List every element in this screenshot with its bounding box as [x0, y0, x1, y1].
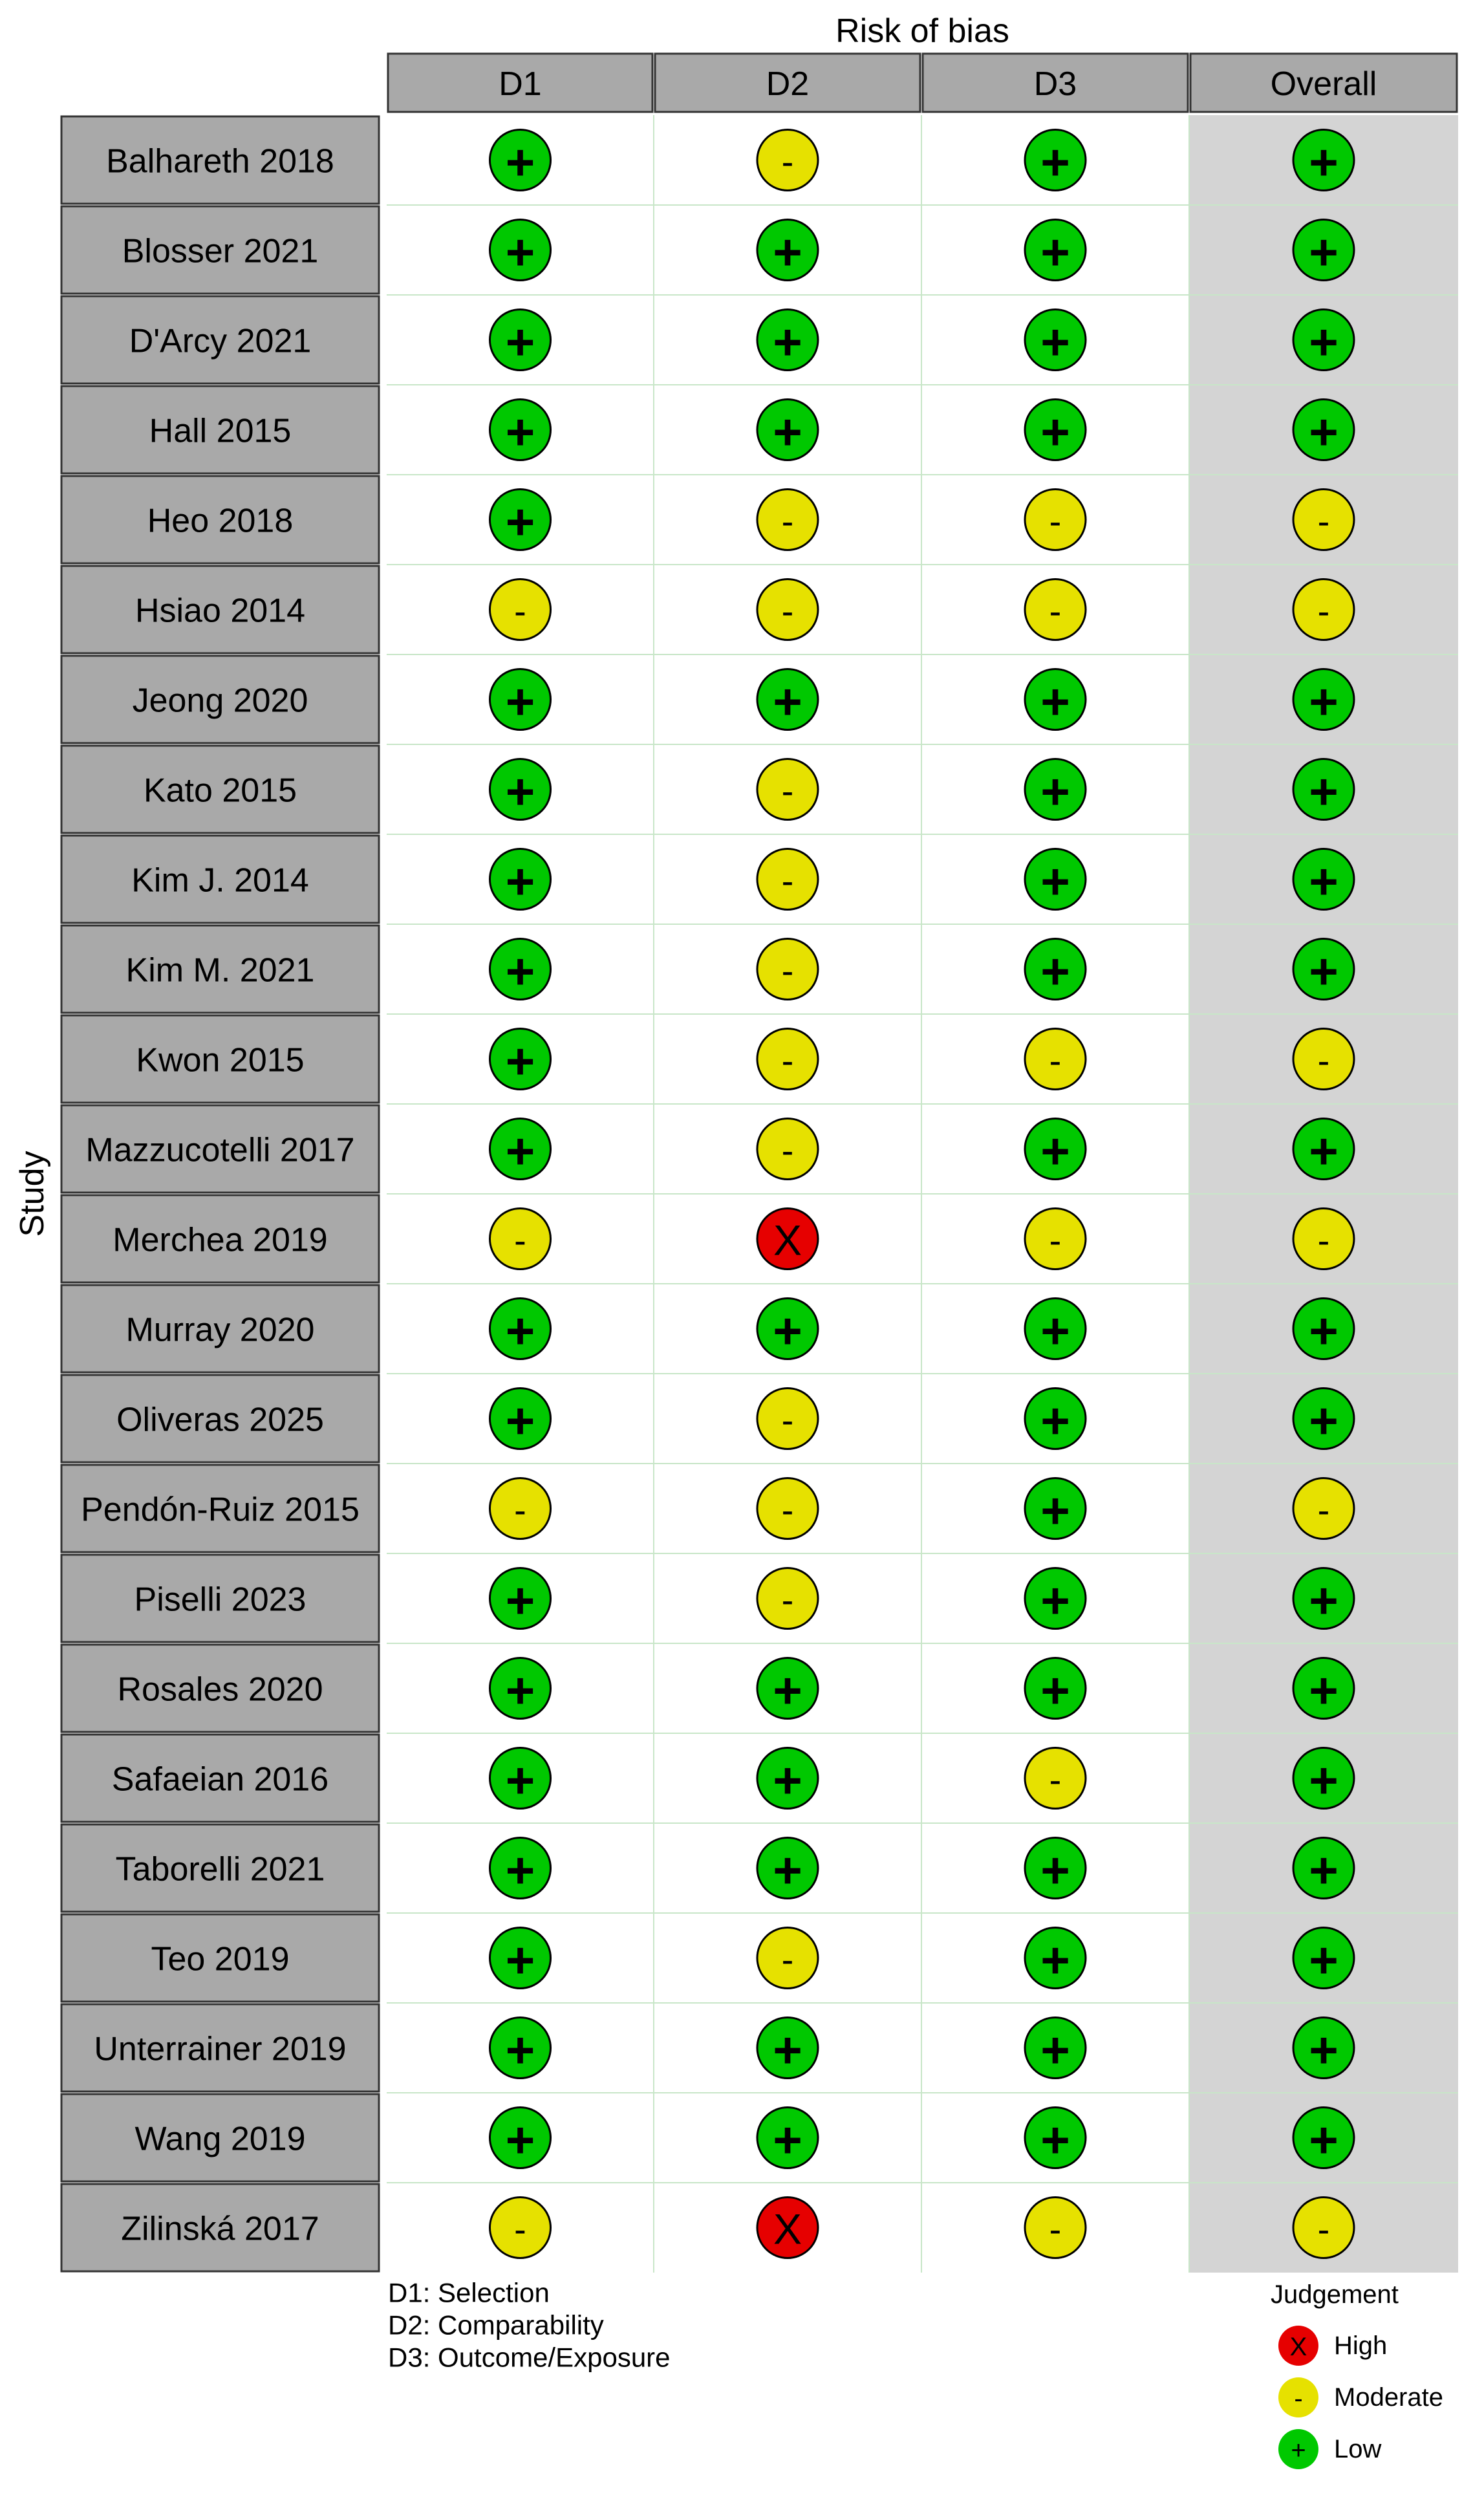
judgement-symbol: + [1309, 673, 1339, 730]
judgement-point-high [757, 1209, 818, 1270]
judgement-symbol: - [514, 1489, 526, 1530]
judgement-point-low [757, 1838, 818, 1899]
judgement-point-moderate [1293, 2198, 1354, 2258]
column-header-overall: Overall [1270, 65, 1377, 103]
judgement-symbol: + [505, 1661, 535, 1719]
judgement-symbol: + [1309, 942, 1339, 1000]
judgement-point-moderate [1293, 490, 1354, 550]
judgement-symbol: - [781, 590, 794, 631]
judgement-point-low [1293, 400, 1354, 460]
study-label: Oliveras 2025 [116, 1401, 324, 1439]
judgement-point-low [490, 2018, 551, 2079]
legend-symbol: + [1291, 2436, 1306, 2465]
legend-item-high [1278, 2326, 1387, 2366]
judgement-point-low [1025, 1299, 1086, 1359]
judgement-symbol: - [781, 950, 794, 991]
judgement-point-moderate [757, 490, 818, 550]
judgement-symbol: + [1040, 1392, 1070, 1449]
judgement-symbol: + [1040, 1302, 1070, 1359]
column-header-d3: D3 [1033, 65, 1077, 103]
judgement-symbol: + [773, 403, 802, 460]
judgement-point-moderate [757, 1119, 818, 1180]
judgement-symbol: X [773, 1216, 802, 1264]
judgement-symbol: - [1049, 1220, 1062, 1260]
judgement-point-moderate [1025, 1748, 1086, 1809]
judgement-symbol: + [1309, 1572, 1339, 1629]
judgement-symbol: + [773, 1302, 802, 1359]
judgement-symbol: + [505, 403, 535, 460]
judgement-symbol: - [781, 770, 794, 811]
judgement-symbol: + [1040, 2111, 1070, 2168]
judgement-point-moderate [1025, 1209, 1086, 1270]
judgement-symbol: - [781, 1489, 794, 1530]
judgement-symbol: + [1309, 1661, 1339, 1719]
judgement-symbol: + [1309, 1302, 1339, 1359]
judgement-symbol: - [781, 1579, 794, 1620]
study-label: Unterrainer 2019 [94, 2030, 347, 2068]
judgement-symbol: - [1317, 590, 1330, 631]
judgement-symbol: + [505, 1931, 535, 1989]
judgement-point-high [757, 2198, 818, 2258]
judgement-point-low [1293, 849, 1354, 910]
judgement-symbol: + [505, 1122, 535, 1180]
judgement-point-low [490, 490, 551, 550]
judgement-symbol: + [505, 223, 535, 281]
judgement-point-low [757, 310, 818, 371]
judgement-point-low [490, 759, 551, 820]
judgement-point-moderate [1025, 1029, 1086, 1090]
judgement-symbol: + [505, 673, 535, 730]
judgement-symbol: - [781, 1130, 794, 1171]
judgement-point-low [1293, 1928, 1354, 1989]
study-label: Kim J. 2014 [131, 861, 309, 900]
judgement-symbol: + [505, 1751, 535, 1809]
legend-label: High [1334, 2331, 1388, 2360]
study-label: Mazzucotelli 2017 [85, 1131, 355, 1169]
study-label: Pendón-Ruiz 2015 [81, 1491, 360, 1529]
judgement-point-low [1025, 2018, 1086, 2079]
judgement-point-low [1025, 1838, 1086, 1899]
judgement-point-low [1025, 849, 1086, 910]
study-label: D'Arcy 2021 [129, 322, 312, 360]
judgement-point-low [757, 400, 818, 460]
study-label: Kato 2015 [143, 772, 297, 810]
judgement-symbol: + [1040, 1661, 1070, 1719]
judgement-point-moderate [757, 849, 818, 910]
judgement-point-low [1025, 1568, 1086, 1629]
legend-symbol: - [1294, 2384, 1303, 2413]
judgement-symbol: + [1309, 1392, 1339, 1449]
judgement-symbol: - [781, 860, 794, 901]
judgement-point-moderate [490, 579, 551, 640]
judgement-symbol: - [1049, 2209, 1062, 2249]
study-label: Murray 2020 [125, 1311, 315, 1349]
judgement-symbol: + [505, 493, 535, 550]
judgement-symbol: + [773, 2111, 802, 2168]
judgement-point-low [1025, 400, 1086, 460]
column-header-d2: D2 [766, 65, 810, 103]
judgement-symbol: + [1309, 1931, 1339, 1989]
judgement-point-low [1293, 2108, 1354, 2168]
judgement-point-low [490, 1119, 551, 1180]
judgement-point-low [490, 1568, 551, 1629]
judgement-symbol: + [1040, 1572, 1070, 1629]
judgement-point-low [490, 1029, 551, 1090]
judgement-point-low [757, 1658, 818, 1719]
judgement-symbol: - [781, 501, 794, 541]
judgement-point-low [490, 220, 551, 281]
judgement-point-moderate [1025, 490, 1086, 550]
judgement-symbol: + [773, 313, 802, 371]
judgement-point-low [1293, 669, 1354, 730]
judgement-point-moderate [1293, 1478, 1354, 1539]
judgement-point-low [1293, 1119, 1354, 1180]
judgement-symbol: + [505, 942, 535, 1000]
judgement-point-low [1025, 1119, 1086, 1180]
legend-title: Judgement [1271, 2280, 1399, 2309]
study-label: Piselli 2023 [134, 1581, 306, 1619]
study-label: Wang 2019 [134, 2120, 306, 2158]
study-label: Zilinská 2017 [121, 2210, 319, 2248]
legend-item-low [1278, 2429, 1381, 2469]
judgement-point-low [757, 669, 818, 730]
study-label: Jeong 2020 [132, 682, 308, 720]
judgement-point-low [1293, 759, 1354, 820]
judgement-symbol: + [505, 313, 535, 371]
judgement-symbol: + [1309, 313, 1339, 371]
judgement-point-moderate [757, 1928, 818, 1989]
judgement-point-moderate [757, 130, 818, 191]
judgement-point-moderate [757, 1568, 818, 1629]
judgement-symbol: + [505, 1032, 535, 1090]
judgement-symbol: + [1309, 1122, 1339, 1180]
judgement-symbol: - [1317, 501, 1330, 541]
judgement-symbol: + [505, 762, 535, 820]
judgement-symbol: + [1040, 403, 1070, 460]
study-label: Kim M. 2021 [125, 951, 315, 989]
judgement-point-low [490, 1658, 551, 1719]
judgement-point-low [1025, 1478, 1086, 1539]
judgement-point-moderate [1293, 579, 1354, 640]
judgement-point-low [1293, 130, 1354, 191]
judgement-point-low [1293, 2018, 1354, 2079]
judgement-symbol: - [781, 1939, 794, 1980]
domain-key-item: D1: Selection [388, 2277, 550, 2308]
judgement-point-moderate [1025, 579, 1086, 640]
judgement-symbol: - [1049, 501, 1062, 541]
legend-label: Low [1334, 2435, 1382, 2463]
study-label: Taborelli 2021 [115, 1850, 325, 1888]
judgement-symbol: + [1040, 1931, 1070, 1989]
judgement-point-moderate [757, 759, 818, 820]
judgement-symbol: - [1317, 1220, 1330, 1260]
judgement-point-moderate [757, 579, 818, 640]
judgement-symbol: + [1309, 1751, 1339, 1809]
chart-title: Risk of bias [835, 12, 1009, 50]
domain-key-item: D3: Outcome/Exposure [388, 2342, 671, 2373]
judgement-symbol: + [1309, 852, 1339, 910]
judgement-point-low [1293, 1838, 1354, 1899]
judgement-symbol: + [1309, 403, 1339, 460]
judgement-point-low [1025, 2108, 1086, 2168]
judgement-point-low [1025, 130, 1086, 191]
judgement-point-low [490, 1389, 551, 1449]
judgement-point-low [757, 2018, 818, 2079]
judgement-point-low [490, 130, 551, 191]
judgement-symbol: + [1040, 852, 1070, 910]
judgement-symbol: - [1317, 1040, 1330, 1081]
judgement-symbol: + [1040, 133, 1070, 191]
judgement-point-moderate [757, 1478, 818, 1539]
judgement-point-low [490, 1299, 551, 1359]
judgement-symbol: X [773, 2205, 802, 2253]
judgement-point-low [757, 1748, 818, 1809]
judgement-point-low [490, 1928, 551, 1989]
judgement-point-low [1293, 310, 1354, 371]
judgement-symbol: + [505, 1302, 535, 1359]
study-label: Heo 2018 [147, 502, 294, 540]
judgement-point-low [1025, 759, 1086, 820]
judgement-point-moderate [1293, 1209, 1354, 1270]
judgement-point-moderate [490, 1209, 551, 1270]
judgement-point-low [757, 1299, 818, 1359]
judgement-symbol: - [1317, 2209, 1330, 2249]
judgement-symbol: + [1309, 223, 1339, 281]
judgement-point-low [1025, 939, 1086, 1000]
judgement-point-low [490, 669, 551, 730]
judgement-point-moderate [757, 939, 818, 1000]
judgement-symbol: + [505, 1572, 535, 1629]
judgement-symbol: + [505, 2021, 535, 2079]
judgement-symbol: - [514, 2209, 526, 2249]
judgement-symbol: + [505, 2111, 535, 2168]
judgement-point-moderate [490, 1478, 551, 1539]
legend-item-moderate [1278, 2377, 1443, 2417]
study-label: Rosales 2020 [117, 1670, 323, 1709]
judgement-symbol: + [1040, 2021, 1070, 2079]
study-label: Blosser 2021 [122, 232, 319, 270]
judgement-symbol: - [1317, 1489, 1330, 1530]
judgement-symbol: + [1040, 673, 1070, 730]
study-label: Teo 2019 [151, 1940, 290, 1978]
judgement-symbol: + [1040, 1482, 1070, 1539]
judgement-point-low [490, 310, 551, 371]
judgement-point-low [1293, 1568, 1354, 1629]
column-header-d1: D1 [499, 65, 542, 103]
judgement-symbol: + [1040, 1122, 1070, 1180]
judgement-symbol: - [1049, 1040, 1062, 1081]
judgement-symbol: + [1040, 313, 1070, 371]
legend-label: Moderate [1334, 2383, 1443, 2412]
judgement-point-low [490, 939, 551, 1000]
judgement-symbol: + [505, 133, 535, 191]
judgement-point-low [1293, 1299, 1354, 1359]
judgement-point-low [1025, 1928, 1086, 1989]
legend-symbol: X [1289, 2333, 1307, 2361]
judgement-point-low [757, 220, 818, 281]
judgement-symbol: - [781, 1400, 794, 1440]
judgement-symbol: + [1309, 762, 1339, 820]
judgement-point-low [1025, 1389, 1086, 1449]
judgement-symbol: + [1040, 1841, 1070, 1899]
judgement-point-low [1293, 1658, 1354, 1719]
judgement-symbol: + [773, 1841, 802, 1899]
judgement-symbol: - [1049, 590, 1062, 631]
judgement-point-low [1293, 1389, 1354, 1449]
judgement-point-moderate [1025, 2198, 1086, 2258]
judgement-point-moderate [757, 1389, 818, 1449]
study-label: Hsiao 2014 [134, 592, 306, 630]
study-label: Kwon 2015 [136, 1041, 305, 1079]
judgement-symbol: + [1309, 133, 1339, 191]
judgement-point-low [1025, 1658, 1086, 1719]
judgement-symbol: + [505, 1392, 535, 1449]
judgement-symbol: + [505, 1841, 535, 1899]
judgement-point-low [1025, 310, 1086, 371]
judgement-symbol: - [1049, 1759, 1062, 1800]
judgement-symbol: + [1309, 2111, 1339, 2168]
judgement-point-moderate [757, 1029, 818, 1090]
judgement-point-low [757, 2108, 818, 2168]
judgement-symbol: + [773, 1661, 802, 1719]
judgement-point-low [490, 1838, 551, 1899]
judgement-symbol: + [1040, 223, 1070, 281]
judgement-point-low [490, 849, 551, 910]
judgement-point-low [490, 400, 551, 460]
judgement-point-low [1293, 220, 1354, 281]
judgement-symbol: + [773, 223, 802, 281]
y-axis-label: Study [14, 1151, 51, 1237]
study-label: Merchea 2019 [113, 1221, 328, 1259]
judgement-symbol: + [1309, 1841, 1339, 1899]
judgement-symbol: - [514, 1220, 526, 1260]
study-label: Balhareth 2018 [106, 142, 334, 180]
domain-key-item: D2: Comparability [388, 2309, 604, 2341]
judgement-symbol: - [514, 590, 526, 631]
judgement-point-moderate [1293, 1029, 1354, 1090]
judgement-symbol: - [781, 141, 794, 182]
study-label: Safaeian 2016 [111, 1760, 329, 1799]
judgement-point-low [1025, 220, 1086, 281]
judgement-point-moderate [490, 2198, 551, 2258]
judgement-symbol: + [1309, 2021, 1339, 2079]
judgement-point-low [1025, 669, 1086, 730]
judgement-point-low [490, 1748, 551, 1809]
judgement-symbol: + [773, 2021, 802, 2079]
judgement-symbol: + [773, 1751, 802, 1809]
judgement-point-low [1293, 939, 1354, 1000]
judgement-symbol: - [781, 1040, 794, 1081]
study-label: Hall 2015 [149, 412, 292, 450]
judgement-symbol: + [505, 852, 535, 910]
judgement-point-low [490, 2108, 551, 2168]
judgement-symbol: + [773, 673, 802, 730]
judgement-symbol: + [1040, 942, 1070, 1000]
judgement-symbol: + [1040, 762, 1070, 820]
judgement-point-low [1293, 1748, 1354, 1809]
